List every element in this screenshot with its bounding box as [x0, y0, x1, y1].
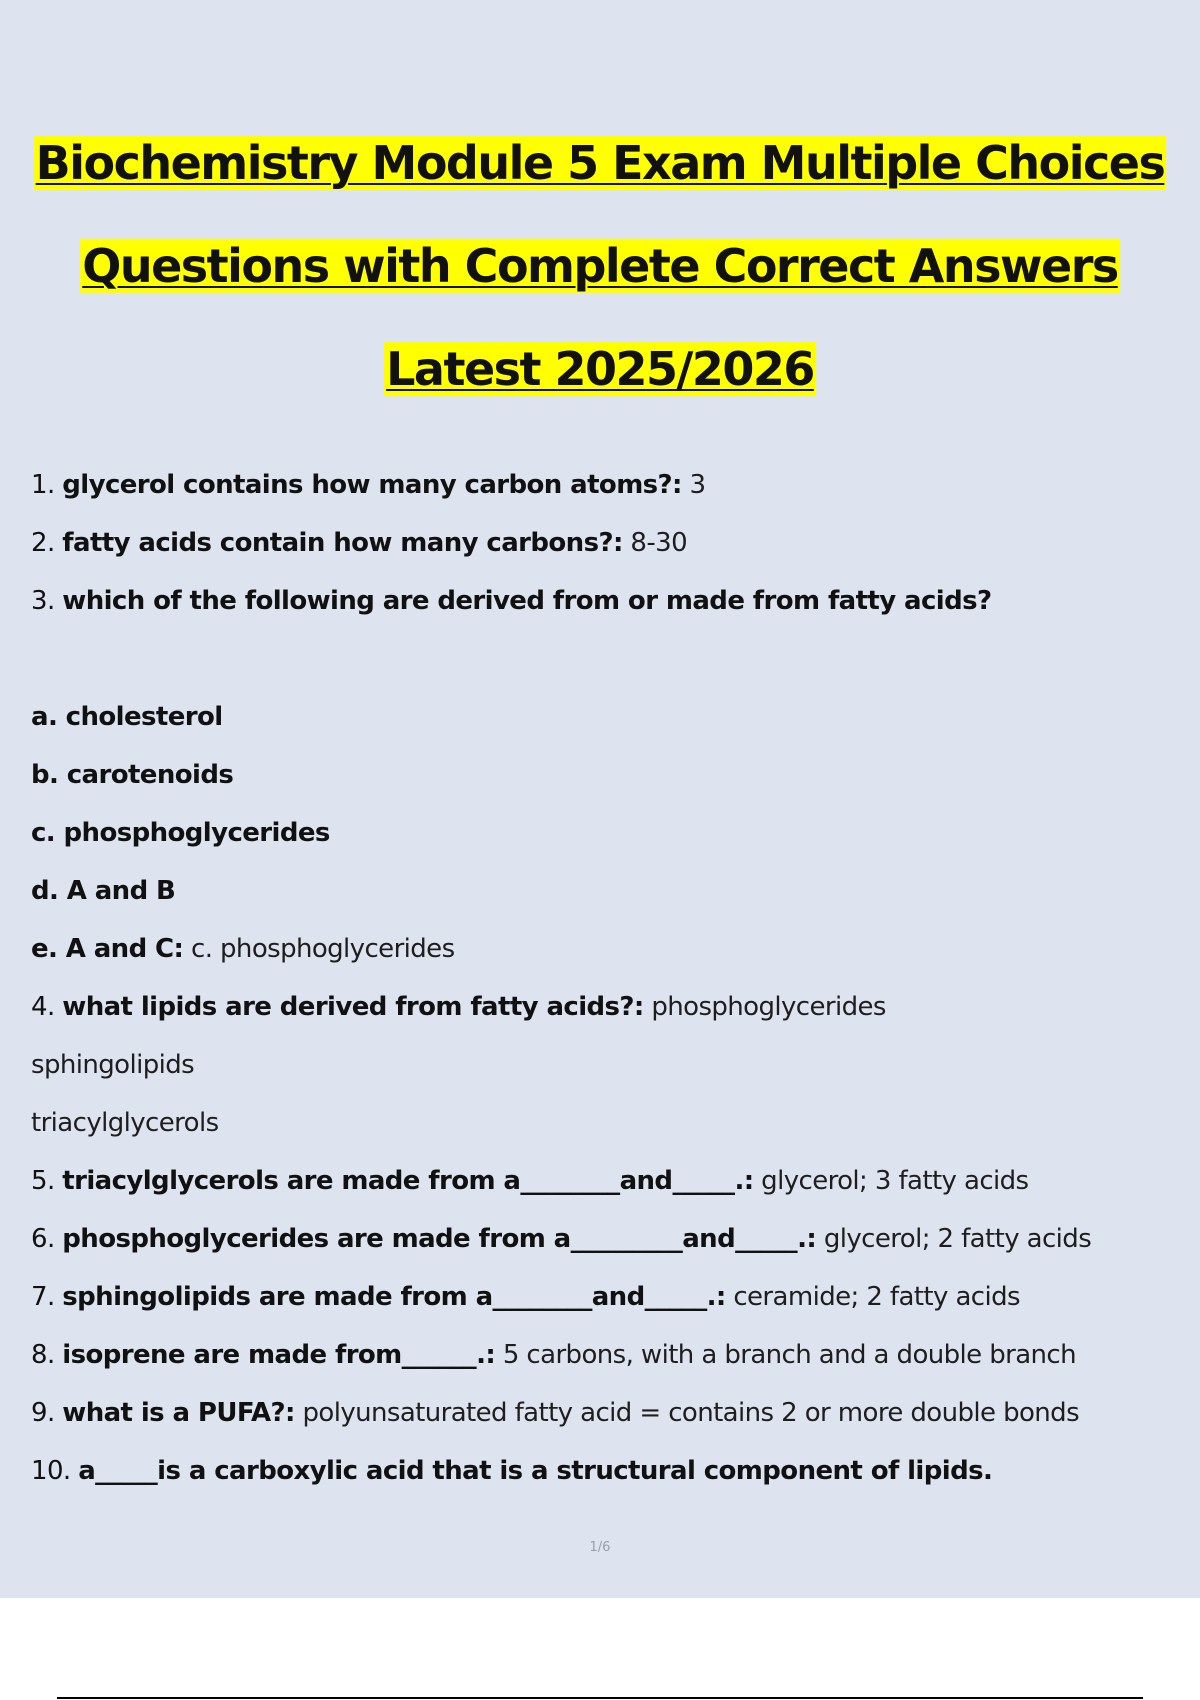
list-item: 7. sphingolipids are made from a________and_____.: ceramide; 2 fatty acids: [31, 1282, 1020, 1312]
option-item: [31, 746, 1191, 804]
option-item: [31, 804, 1191, 862]
answer-text: c. phosphoglycerides: [183, 934, 455, 964]
question-text: which of the following are derived from or made from fatty acids?: [62, 586, 992, 616]
list-item: 4. what lipids are derived from fatty acids?: phosphoglycerides: [31, 992, 886, 1022]
option-item: [31, 862, 1191, 920]
divider-line: [57, 1697, 1143, 1699]
option-item: [31, 920, 1191, 978]
title-line-3: Latest 2025/2026: [386, 342, 814, 396]
option-text: d. A and B: [31, 876, 176, 906]
option-text: b. carotenoids: [31, 760, 234, 790]
blank-line: [31, 630, 1191, 688]
list-item: 9. what is a PUFA?: polyunsaturated fatty acid = contains 2 or more double bonds: [31, 1398, 1080, 1428]
list-item: 8. isoprene are made from______.: 5 carbons, with a branch and a double branch: [31, 1340, 1077, 1370]
question-text: what is a PUFA?:: [62, 1398, 295, 1428]
question-text: fatty acids contain how many carbons?:: [62, 528, 623, 558]
list-item: 5. triacylglycerols are made from a________and_____.: glycerol; 3 fatty acids: [31, 1166, 1029, 1196]
list-item: 2. fatty acids contain how many carbons?: 8-30: [31, 528, 688, 558]
answer-text: ceramide; 2 fatty acids: [725, 1282, 1020, 1312]
question-text: triacylglycerols are made from a________and_____.:: [62, 1166, 754, 1196]
question-text: a_____is a carboxylic acid that is a structural component of lipids.: [78, 1456, 993, 1486]
document-title: [0, 112, 1200, 421]
list-item: 3. which of the following are derived from or made from fatty acids?: [31, 586, 992, 616]
question-text: isoprene are made from______.:: [62, 1340, 496, 1370]
answer-text: 3: [681, 470, 706, 500]
option-text: a. cholesterol: [31, 702, 223, 732]
option-text: e. A and C:: [31, 934, 184, 964]
question-text: sphingolipids are made from a________and_____.:: [62, 1282, 726, 1312]
question-text: glycerol contains how many carbon atoms?:: [62, 470, 682, 500]
question-text: phosphoglycerides are made from a_________and_____.:: [62, 1224, 817, 1254]
answer-text: triacylglycerols: [31, 1108, 219, 1138]
answer-text: polyunsaturated fatty acid = contains 2 or more double bonds: [294, 1398, 1080, 1428]
answer-text: sphingolipids: [31, 1050, 195, 1080]
list-item: 10. a_____is a carboxylic acid that is a structural component of lipids.: [31, 1456, 993, 1486]
option-item: [31, 688, 1191, 746]
answer-continuation: [31, 1036, 1191, 1094]
question-text: what lipids are derived from fatty acids?:: [62, 992, 644, 1022]
answer-text: glycerol; 3 fatty acids: [753, 1166, 1029, 1196]
title-line-2: Questions with Complete Correct Answers: [82, 239, 1118, 293]
answer-continuation: [31, 1094, 1191, 1152]
list-item: 1. glycerol contains how many carbon atoms?: 3: [31, 470, 706, 500]
list-item: 6. phosphoglycerides are made from a_________and_____.: glycerol; 2 fatty acids: [31, 1224, 1092, 1254]
answer-text: 5 carbons, with a branch and a double branch: [495, 1340, 1077, 1370]
option-text: c. phosphoglycerides: [31, 818, 330, 848]
page-number: 1/6: [589, 1540, 611, 1555]
question-list: [31, 456, 1191, 1500]
answer-text: 8-30: [622, 528, 688, 558]
answer-text: phosphoglycerides: [643, 992, 886, 1022]
answer-text: glycerol; 2 fatty acids: [816, 1224, 1092, 1254]
title-line-1: Biochemistry Module 5 Exam Multiple Choices: [35, 136, 1165, 190]
